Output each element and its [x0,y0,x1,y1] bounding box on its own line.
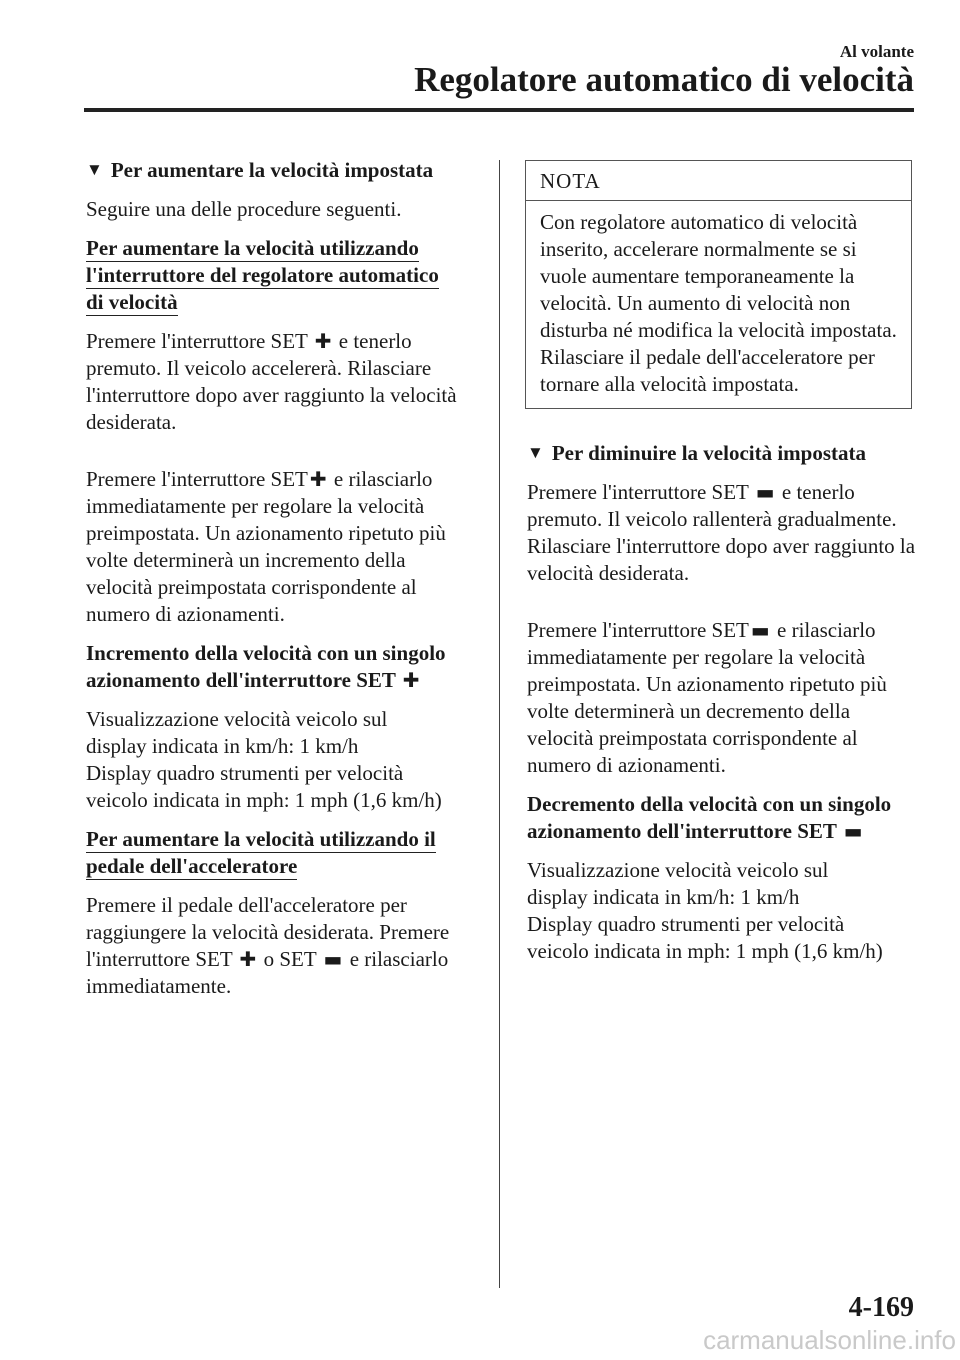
header-divider [84,108,914,112]
section-heading-decrease: ▼ Per diminuire la velocità impostata [527,441,867,465]
minus-icon: ▬ [323,947,343,971]
plus-icon: ✚ [309,467,327,491]
increment-heading: Incremento della velocità con un singolo azionamento dell'interruttore SET ✚ [86,641,446,692]
note-box [525,160,912,409]
decrement-values: Visualizzazione velocità veicolo sul display indicata in km/h: 1 km/h Display quadro strumenti per velocità veicolo indicata in mph: 1 mph (1,6 km/h) [527,858,883,963]
column-divider [499,160,500,1288]
subheading-switch: Per aumentare la velocità utilizzando l'interruttore del regolatore automatico di velocità [86,236,439,314]
paragraph-hold-set-minus: Premere l'interruttore SET ▬ e tenerlo premuto. Il veicolo rallenterà gradualmente. Rilasciare l'interruttore dopo aver raggiunto la velocità desiderata. [527,480,916,585]
subheading-pedal: Per aumentare la velocità utilizzando il pedale dell'acceleratore [86,827,436,878]
note-title: NOTA [526,161,911,201]
paragraph-tap-set-minus: Premere l'interruttore SET ▬ e rilasciarlo immediatamente per regolare la velocità preimpostata. Un azionamento ripetuto più volte determinerà un decremento della velocità preimpostata corrispondente al numero di azionamenti. [527,618,887,777]
paragraph-pedal: Premere il pedale dell'acceleratore per raggiungere la velocità desiderata. Premere l'interruttore SET ✚ o SET ▬ e rilasciarlo immediatamente. [86,893,450,998]
triangle-down-icon: ▼ [527,443,544,462]
note-body: Con regolatore automatico di velocità inserito, accelerare normalmente se si vuole aumentare temporaneamente la velocità. Un aumento di velocità non disturba né modifica la velocità impostata. Rilasciare il pedale dell'acceleratore per tornare alla velocità impostata. [540,210,897,396]
plus-icon: ✚ [239,947,257,971]
right-column [527,156,917,977]
decrement-heading: Decremento della velocità con un singolo azionamento dell'interruttore SET ▬ [527,792,892,843]
page-title: Regolatore automatico di velocità [414,60,914,99]
minus-icon: ▬ [750,618,770,642]
increment-values: Visualizzazione velocità veicolo sul display indicata in km/h: 1 km/h Display quadro strumenti per velocità veicolo indicata in mph: 1 mph (1,6 km/h) [86,707,442,812]
minus-icon: ▬ [755,480,775,504]
triangle-down-icon: ▼ [86,160,103,179]
minus-icon: ▬ [843,819,863,843]
plus-icon: ✚ [314,329,332,353]
left-column [86,156,476,1004]
page-number: 4-169 [848,1292,914,1323]
section-label: Al volante [839,42,914,61]
watermark: carmanualsonline.info [703,1325,956,1355]
section-heading-increase: ▼ Per aumentare la velocità impostata [86,158,434,182]
paragraph-hold-set-plus: Premere l'interruttore SET ✚ e tenerlo premuto. Il veicolo accelererà. Rilasciare l'interruttore dopo aver raggiunto la velocità desiderata. [86,329,457,434]
plus-icon: ✚ [402,668,420,692]
intro-text: Seguire una delle procedure seguenti. [86,197,402,221]
paragraph-tap-set-plus: Premere l'interruttore SET ✚ e rilasciarlo immediatamente per regolare la velocità preimpostata. Un azionamento ripetuto più volte determinerà un incremento della velocità preimpostata corrispondente al numero di azionamenti. [86,467,446,626]
